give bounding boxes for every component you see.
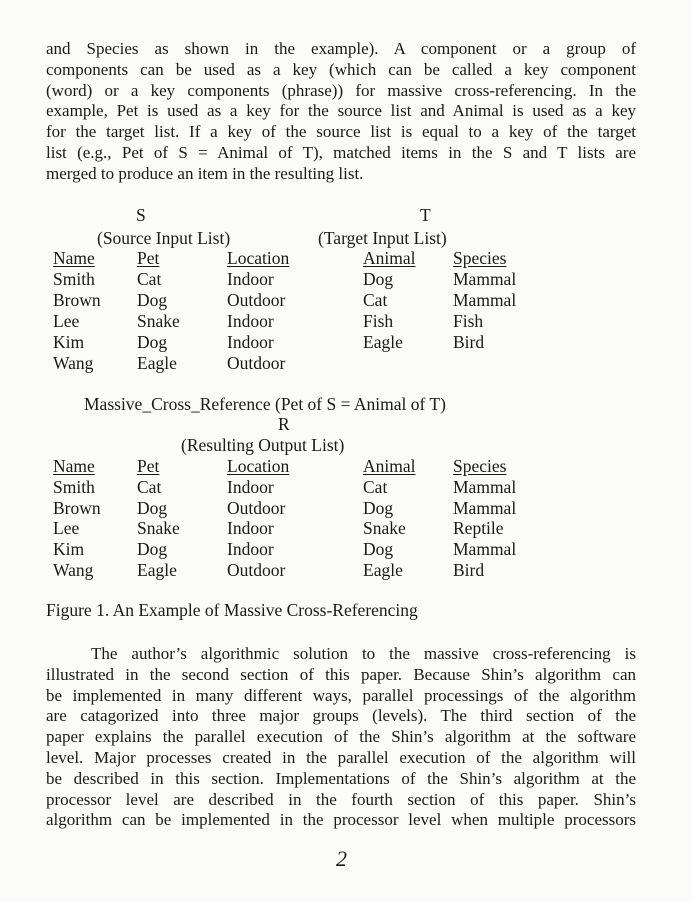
table-cell: Kim bbox=[53, 539, 85, 559]
text-line: algorithm can be implemented in the processor level when multiple processors bbox=[46, 810, 636, 830]
table-cell: Outdoor bbox=[227, 290, 286, 310]
table-cell: Dog bbox=[363, 269, 394, 289]
text-line: merged to produce an item in the resulting list. bbox=[46, 163, 364, 183]
table-cell: Mammal bbox=[453, 539, 517, 559]
figure-caption: Figure 1. An Example of Massive Cross-Referencing bbox=[46, 600, 418, 620]
text-line: for the target list. If a key of the source list is equal to a key of the target bbox=[46, 122, 636, 142]
source-list-label: S bbox=[136, 205, 146, 225]
table-cell: Snake bbox=[137, 311, 180, 331]
table-cell: Eagle bbox=[363, 332, 403, 352]
table-cell: Dog bbox=[137, 498, 168, 518]
paragraph-2 bbox=[46, 644, 636, 831]
table-cell: Indoor bbox=[227, 269, 274, 289]
table-cell: Cat bbox=[137, 477, 162, 497]
column-header: Pet bbox=[137, 248, 160, 268]
table-cell: Cat bbox=[363, 290, 388, 310]
table-cell: Mammal bbox=[453, 290, 517, 310]
text-line: are catagorized into three major groups (levels). The third section of the bbox=[46, 706, 636, 726]
column-header: Animal bbox=[363, 456, 416, 476]
table-cell: Eagle bbox=[137, 353, 177, 373]
column-header: Name bbox=[53, 456, 95, 476]
text-line: paper explains the parallel execution of the Shin’s algorithm at the software bbox=[46, 727, 636, 747]
text-line: (word) or a key components (phrase)) for massive cross-referencing. In the bbox=[46, 80, 636, 100]
text-line: example, Pet is used as a key for the source list and Animal is used as a key bbox=[46, 101, 636, 121]
table-cell: Mammal bbox=[453, 498, 517, 518]
table-cell: Brown bbox=[53, 290, 101, 310]
text-line: be described in this section. Implementations of the Shin’s algorithm at the bbox=[46, 768, 636, 788]
table-cell: Eagle bbox=[137, 560, 177, 580]
table-cell: Smith bbox=[53, 477, 95, 497]
table-cell: Dog bbox=[363, 498, 394, 518]
table-cell: Dog bbox=[137, 332, 168, 352]
table-cell: Dog bbox=[363, 539, 394, 559]
column-header: Name bbox=[53, 248, 95, 268]
table-cell: Lee bbox=[53, 518, 80, 538]
paragraph-1 bbox=[46, 39, 636, 185]
table-cell: Kim bbox=[53, 332, 85, 352]
table-cell: Reptile bbox=[453, 518, 504, 538]
table-cell: Indoor bbox=[227, 477, 274, 497]
table-cell: Snake bbox=[363, 518, 406, 538]
table-cell: Smith bbox=[53, 269, 95, 289]
table-cell: Indoor bbox=[227, 539, 274, 559]
column-header: Animal bbox=[363, 248, 416, 268]
table-cell: Wang bbox=[53, 353, 94, 373]
column-header: Species bbox=[453, 248, 507, 268]
table-cell: Snake bbox=[137, 518, 180, 538]
column-header: Location bbox=[227, 456, 290, 476]
result-list-label: R bbox=[278, 414, 290, 434]
table-cell: Dog bbox=[137, 539, 168, 559]
table-cell: Wang bbox=[53, 560, 94, 580]
column-header: Species bbox=[453, 456, 507, 476]
operation-expression: Massive_Cross_Reference (Pet of S = Animal of T) bbox=[84, 394, 446, 414]
text-line: list (e.g., Pet of S = Animal of T), matched items in the S and T lists are bbox=[46, 142, 636, 162]
text-line: level. Major processes created in the parallel execution of the algorithm will bbox=[46, 747, 636, 767]
table-cell: Outdoor bbox=[227, 498, 286, 518]
table-cell: Outdoor bbox=[227, 353, 286, 373]
table-cell: Dog bbox=[137, 290, 168, 310]
table-cell: Cat bbox=[363, 477, 388, 497]
column-header: Location bbox=[227, 248, 290, 268]
result-list-title: (Resulting Output List) bbox=[181, 435, 345, 455]
table-cell: Brown bbox=[53, 498, 101, 518]
text-line: components can be used as a key (which can be called a key component bbox=[46, 59, 636, 79]
text-line: processor level are described in the fourth section of this paper. Shin’s bbox=[46, 789, 636, 809]
table-cell: Fish bbox=[363, 311, 394, 331]
text-line: The author’s algorithmic solution to the massive cross-referencing is bbox=[91, 644, 636, 663]
text-line: and Species as shown in the example). A component or a group of bbox=[46, 39, 636, 58]
table-cell: Eagle bbox=[363, 560, 403, 580]
source-list-title: (Source Input List) bbox=[97, 228, 231, 248]
table-cell: Bird bbox=[453, 332, 485, 352]
table-cell: Fish bbox=[453, 311, 484, 331]
table-cell: Mammal bbox=[453, 269, 517, 289]
table-cell: Mammal bbox=[453, 477, 517, 497]
table-cell: Outdoor bbox=[227, 560, 286, 580]
table-cell: Cat bbox=[137, 269, 162, 289]
table-cell: Indoor bbox=[227, 518, 274, 538]
column-header: Pet bbox=[137, 456, 160, 476]
table-cell: Indoor bbox=[227, 311, 274, 331]
table-cell: Lee bbox=[53, 311, 80, 331]
target-list-title: (Target Input List) bbox=[318, 228, 447, 248]
table-cell: Bird bbox=[453, 560, 485, 580]
text-line: be implemented in many different ways, parallel processings of the algorithm bbox=[46, 685, 636, 705]
table-cell: Indoor bbox=[227, 332, 274, 352]
page-number: 2 bbox=[336, 846, 347, 871]
text-line: illustrated in the second section of this paper. Because Shin’s algorithm can bbox=[46, 664, 636, 684]
target-list-label: T bbox=[420, 205, 431, 225]
